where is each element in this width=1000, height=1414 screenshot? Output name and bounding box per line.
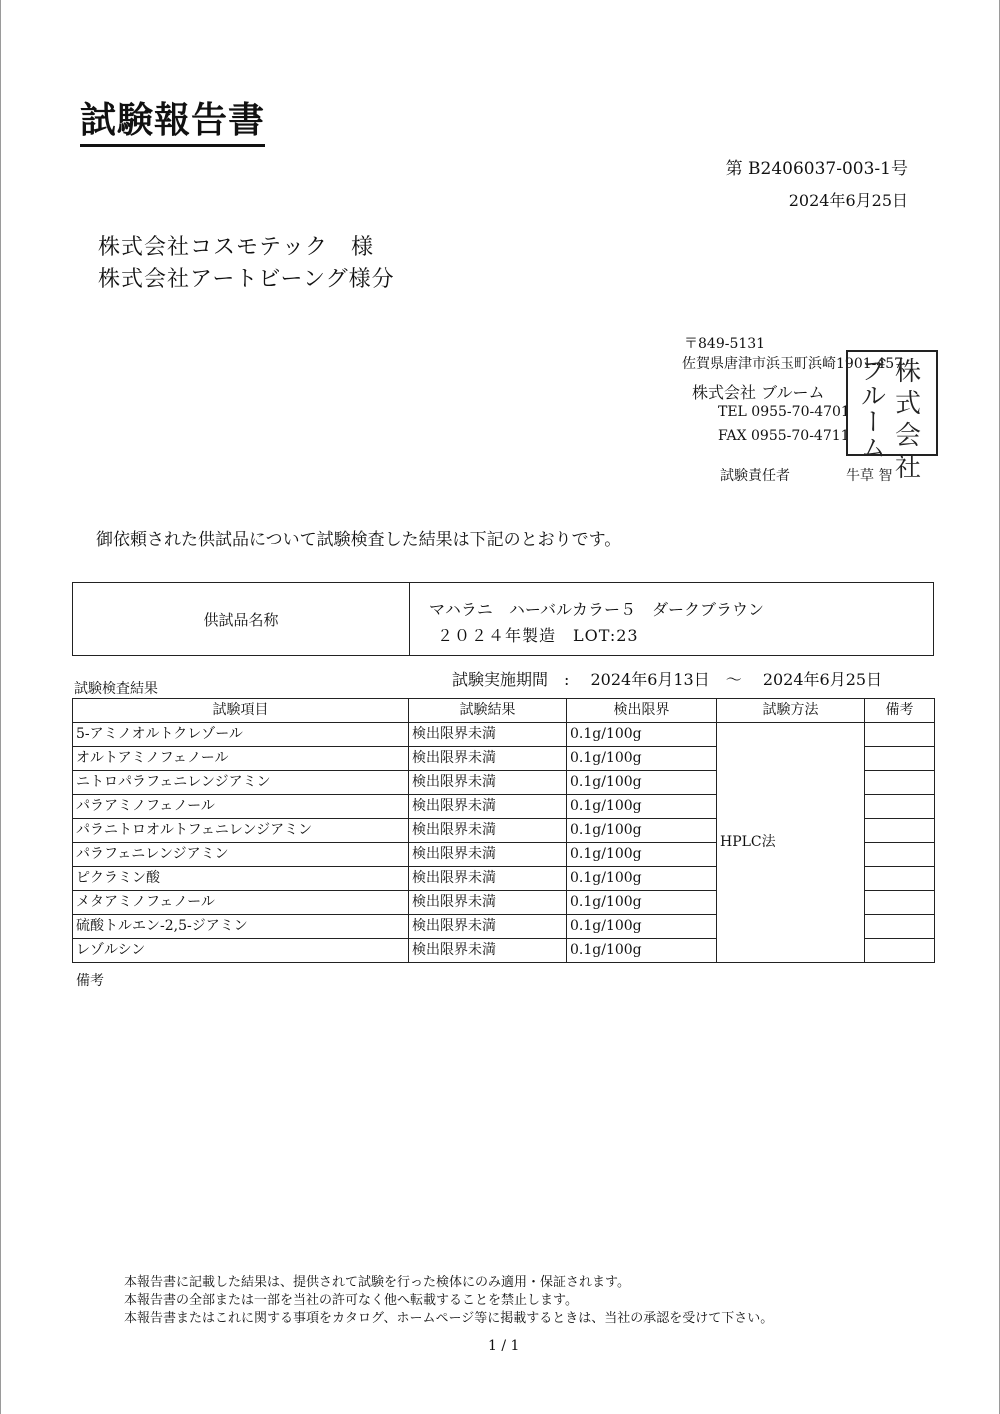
footer-note-1: 本報告書に記載した結果は、提供されて試験を行った検体にのみ適用・保証されます。 <box>124 1275 630 1290</box>
cell-note <box>865 723 935 747</box>
header-item: 試験項目 <box>73 699 409 723</box>
cell-result: 検出限界未満 <box>409 915 567 939</box>
cell-limit: 0.1g/100g <box>567 747 717 771</box>
header-note: 備考 <box>865 699 935 723</box>
header-method: 試験方法 <box>717 699 865 723</box>
test-period: 試験実施期間 : 2024年6月13日 ～ 2024年6月25日 <box>452 670 883 689</box>
cell-limit: 0.1g/100g <box>567 891 717 915</box>
issuer-address: 佐賀県唐津市浜玉町浜崎1901-457 <box>682 356 904 372</box>
document-title: 試験報告書 <box>80 98 265 147</box>
sample-production: ２０２４年製造 LOT:23 <box>437 626 639 645</box>
header-result: 試験結果 <box>409 699 567 723</box>
cell-limit: 0.1g/100g <box>567 915 717 939</box>
cell-result: 検出限界未満 <box>409 891 567 915</box>
responsible-name: 牛草 智 <box>846 468 893 484</box>
cell-note <box>865 867 935 891</box>
cell-item: オルトアミノフェノール <box>73 747 409 771</box>
seal-kanji-text: 株式会社 <box>894 357 921 483</box>
intro-text: 御依頼された供試品について試験検査した結果は下記のとおりです。 <box>96 530 622 550</box>
footer-note-2: 本報告書の全部または一部を当社の許可なく他へ転載することを禁止します。 <box>124 1293 578 1308</box>
footer-note-3: 本報告書またはこれに関する事項をカタログ、ホームページ等に掲載するときは、当社の承認を受けて下さい。 <box>124 1311 774 1326</box>
cell-result: 検出限界未満 <box>409 939 567 963</box>
cell-item: パラニトロオルトフェニレンジアミン <box>73 819 409 843</box>
cell-result: 検出限界未満 <box>409 747 567 771</box>
sample-info-box <box>72 582 934 656</box>
cell-item: 硫酸トルエン-2,5-ジアミン <box>73 915 409 939</box>
results-table <box>72 698 935 963</box>
cell-note <box>865 819 935 843</box>
issuer-postal: 〒849-5131 <box>684 336 766 352</box>
table-row <box>73 723 935 747</box>
cell-limit: 0.1g/100g <box>567 771 717 795</box>
report-date: 2024年6月25日 <box>788 191 908 210</box>
client-subname: 株式会社アートビーング様分 <box>98 267 395 292</box>
remarks-label: 備考 <box>76 973 104 989</box>
cell-result: 検出限界未満 <box>409 843 567 867</box>
responsible-label: 試験責任者 <box>720 468 790 484</box>
cell-method: HPLC法 <box>717 723 865 963</box>
sample-label: 供試品名称 <box>73 583 410 655</box>
header-limit: 検出限界 <box>567 699 717 723</box>
issuer-tel: TEL 0955-70-4701 <box>718 404 850 420</box>
cell-note <box>865 771 935 795</box>
results-label: 試験検査結果 <box>74 681 158 697</box>
cell-item: レゾルシン <box>73 939 409 963</box>
cell-limit: 0.1g/100g <box>567 723 717 747</box>
cell-result: 検出限界未満 <box>409 771 567 795</box>
cell-note <box>865 843 935 867</box>
issuer-fax: FAX 0955-70-4711 <box>718 428 850 444</box>
cell-result: 検出限界未満 <box>409 723 567 747</box>
cell-limit: 0.1g/100g <box>567 939 717 963</box>
cell-note <box>865 747 935 771</box>
cell-note <box>865 939 935 963</box>
cell-limit: 0.1g/100g <box>567 843 717 867</box>
cell-item: メタアミノフェノール <box>73 891 409 915</box>
cell-item: ニトロパラフェニレンジアミン <box>73 771 409 795</box>
cell-note <box>865 891 935 915</box>
sample-name: マハラニ ハーバルカラー５ ダークブラウン <box>429 600 765 619</box>
seal-brand-text: ブルーム <box>856 356 886 460</box>
cell-note <box>865 915 935 939</box>
issuer-company: 株式会社 ブルーム <box>692 383 825 402</box>
table-header-row <box>73 699 935 723</box>
cell-item: パラフェニレンジアミン <box>73 843 409 867</box>
cell-item: ピクラミン酸 <box>73 867 409 891</box>
cell-result: 検出限界未満 <box>409 819 567 843</box>
page-number: 1 / 1 <box>488 1338 520 1354</box>
cell-note <box>865 795 935 819</box>
cell-item: パラアミノフェノール <box>73 795 409 819</box>
cell-item: 5-アミノオルトクレゾール <box>73 723 409 747</box>
client-name: 株式会社コスモテック 様 <box>98 235 375 260</box>
cell-limit: 0.1g/100g <box>567 819 717 843</box>
report-number: 第 B2406037-003-1号 <box>725 159 908 179</box>
cell-limit: 0.1g/100g <box>567 867 717 891</box>
cell-result: 検出限界未満 <box>409 795 567 819</box>
cell-result: 検出限界未満 <box>409 867 567 891</box>
cell-limit: 0.1g/100g <box>567 795 717 819</box>
